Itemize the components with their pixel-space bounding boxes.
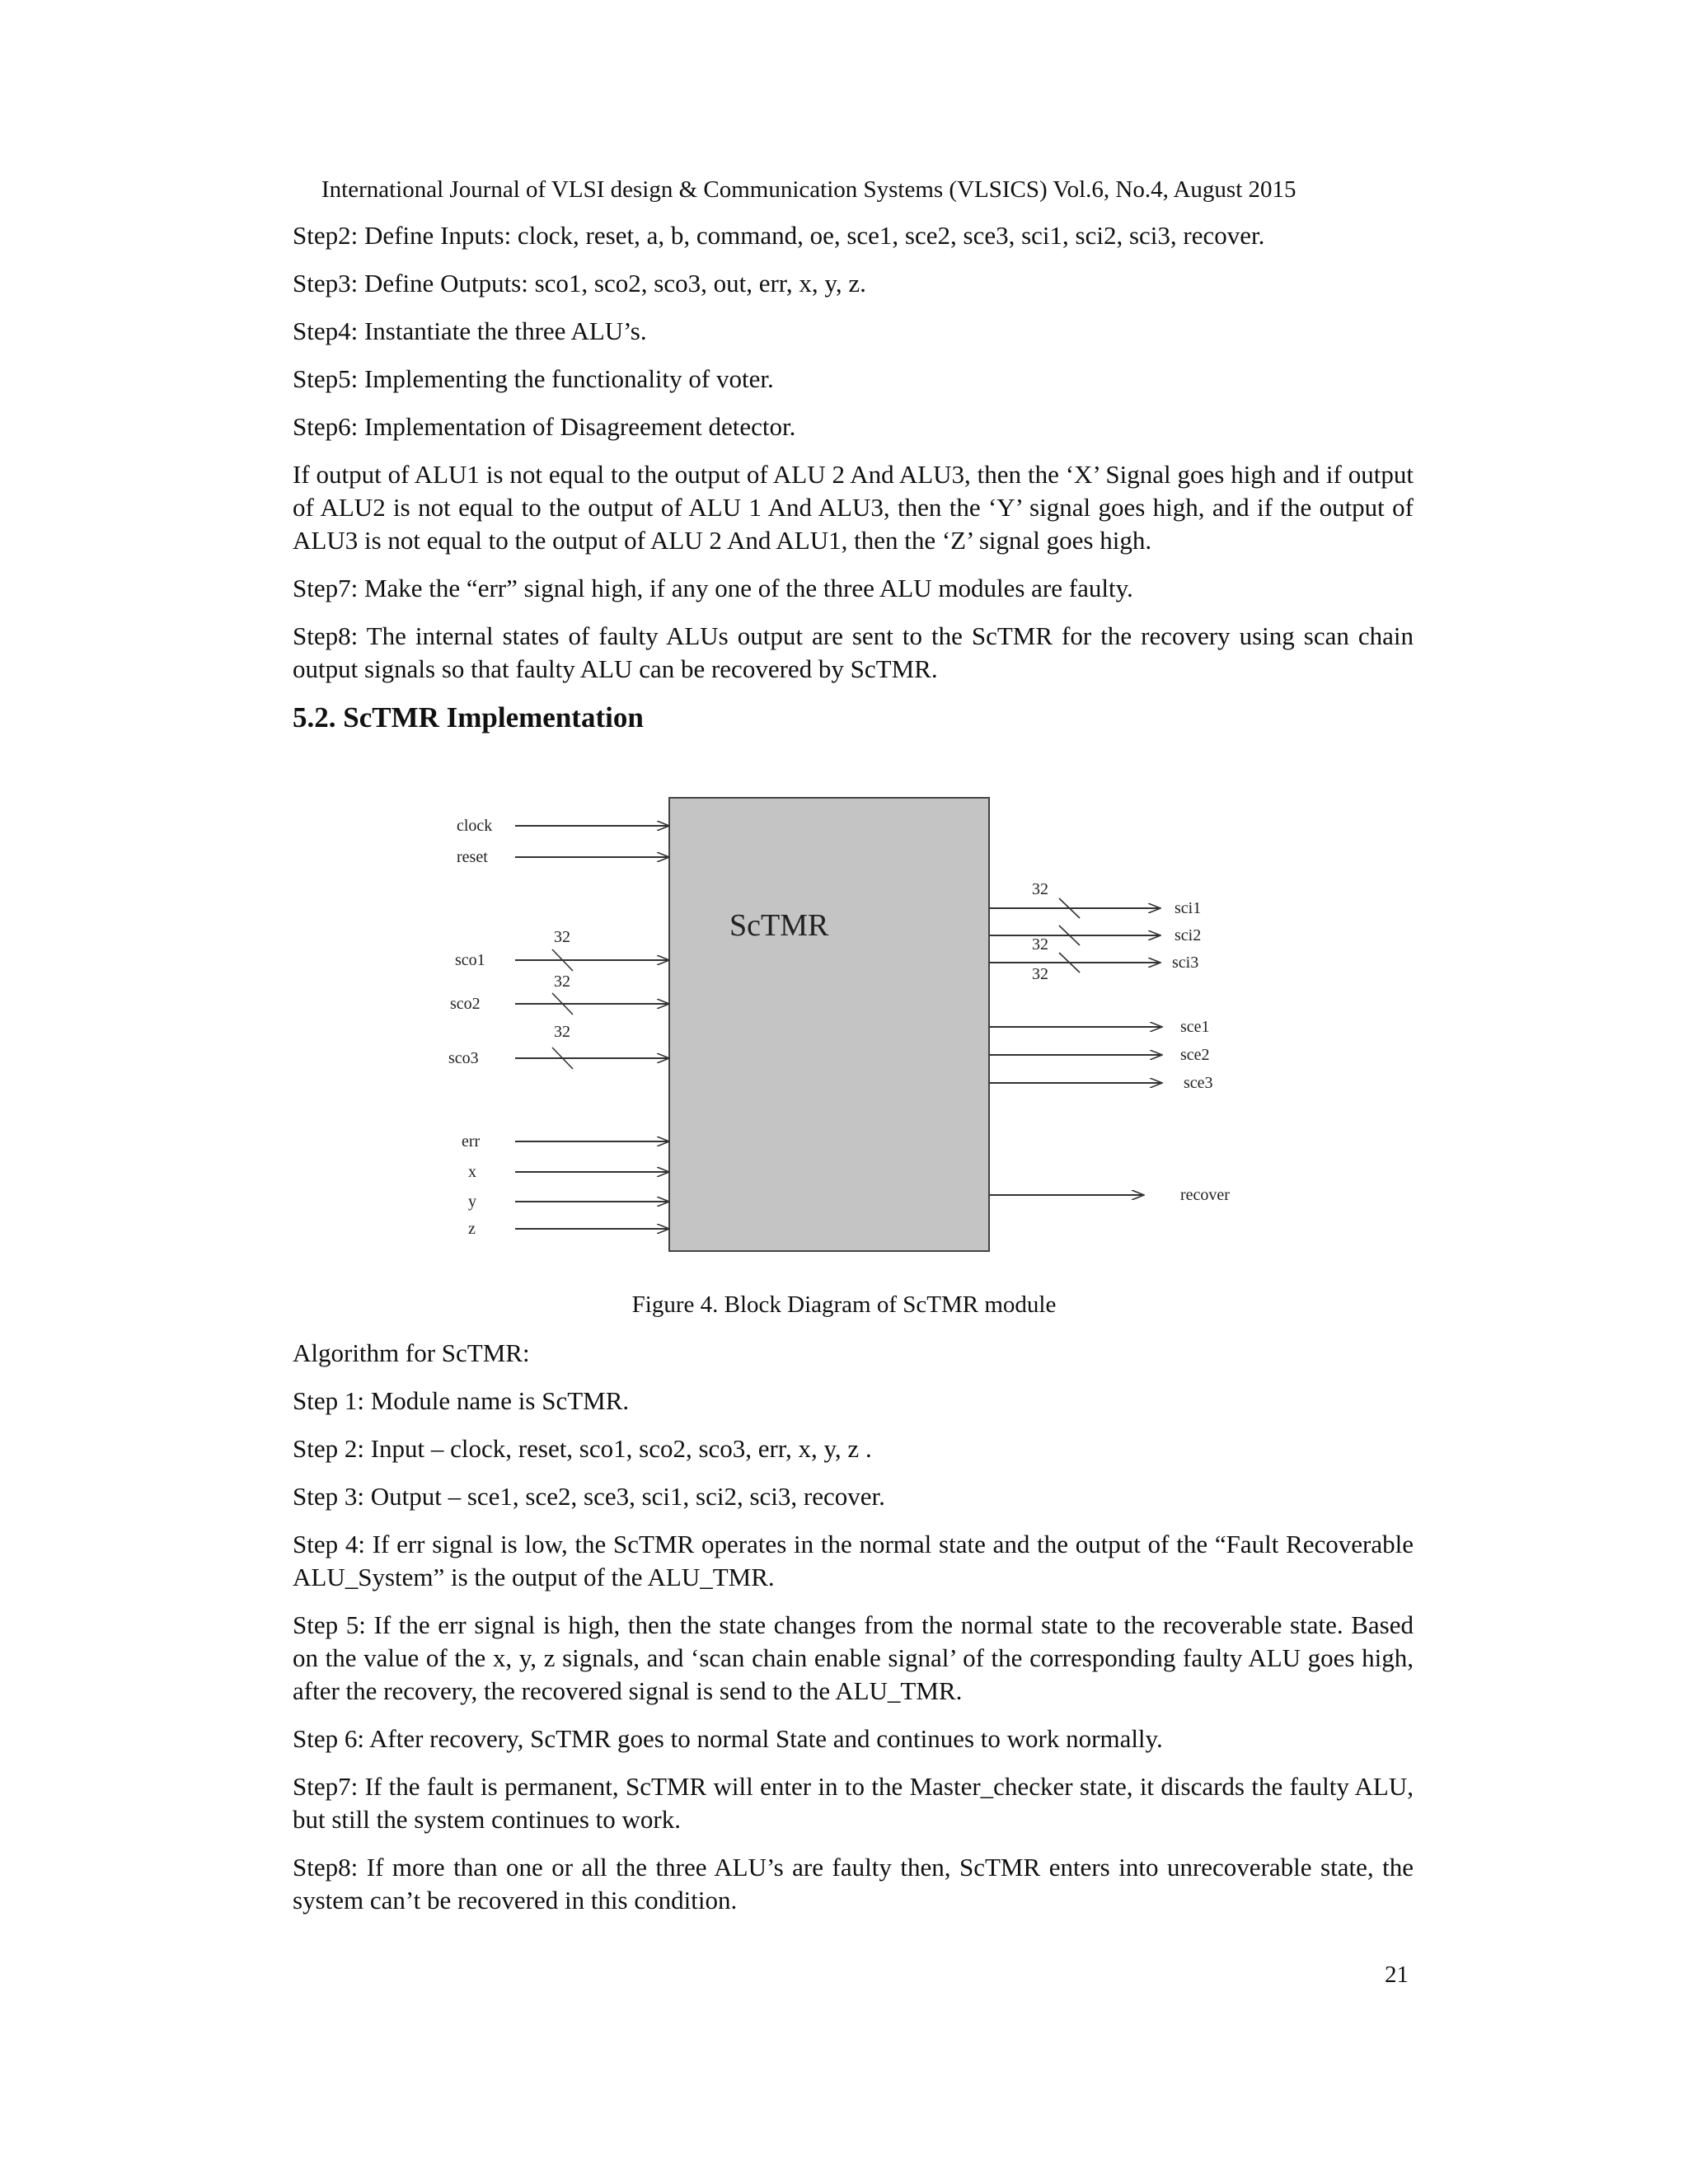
sctmr-block-diagram	[437, 791, 1261, 1257]
algo-step6: Step 6: After recovery, ScTMR goes to normal State and continues to work normally.	[293, 1724, 1163, 1753]
sctmr-block	[669, 798, 989, 1251]
sco3-label: sco3	[448, 1049, 479, 1067]
err-label: err	[462, 1132, 481, 1151]
sci2-bus-width: 32	[1032, 935, 1048, 954]
diagram-svg	[437, 791, 1261, 1257]
y-label: y	[468, 1193, 476, 1211]
x-label: x	[468, 1163, 476, 1181]
sco3-bus-width: 32	[554, 1023, 570, 1041]
sci3-bus-width: 32	[1032, 965, 1048, 983]
sce2-label: sce2	[1180, 1046, 1210, 1064]
algo-step5: Step 5: If the err signal is high, then the state changes from the normal state to the recoverable state. Based on the value of the x, y, z signals, and ‘scan chain enable signal’ of the corresponding faulty ALU goes high, after the recovery, the recovered signal is send to the ALU_TMR.	[293, 1610, 1414, 1705]
algo-step7: Step7: If the fault is permanent, ScTMR will enter in to the Master_checker state, it discards the faulty ALU, but still the system continues to work.	[293, 1772, 1414, 1834]
sci3-label: sci3	[1172, 954, 1199, 972]
step5-voter: Step5: Implementing the functionality of voter.	[293, 364, 774, 393]
body-algorithm	[293, 1337, 1414, 1932]
step7-err: Step7: Make the “err” signal high, if any one of the three ALU modules are faulty.	[293, 574, 1133, 602]
sce3-label: sce3	[1184, 1074, 1213, 1092]
algo-step2: Step 2: Input – clock, reset, sco1, sco2, sco3, err, x, y, z .	[293, 1434, 872, 1463]
step4-instantiate: Step4: Instantiate the three ALU’s.	[293, 316, 647, 345]
step3-define-outputs: Step3: Define Outputs: sco1, sco2, sco3, out, err, x, y, z.	[293, 269, 866, 298]
running-header: International Journal of VLSI design & Communication Systems (VLSICS) Vol.6, No.4, August 2015	[321, 176, 1296, 203]
sci2-label: sci2	[1175, 926, 1202, 944]
step2-define-inputs: Step2: Define Inputs: clock, reset, a, b, command, oe, sce1, sce2, sce3, sci1, sci2, sci3, recover.	[293, 221, 1265, 250]
algo-step3: Step 3: Output – sce1, sce2, sce3, sci1, sci2, sci3, recover.	[293, 1482, 885, 1511]
step8-internal-states: Step8: The internal states of faulty ALUs output are sent to the ScTMR for the recovery using scan chain output signals so that faulty ALU can be recovered by ScTMR.	[293, 621, 1414, 683]
clock-label: clock	[457, 817, 493, 835]
figure-caption: Figure 4. Block Diagram of ScTMR module	[631, 1291, 1057, 1318]
section-title: 5.2. ScTMR Implementation	[293, 701, 644, 733]
sci1-label: sci1	[1175, 899, 1202, 917]
page-number: 21	[1385, 1961, 1409, 1988]
z-label: z	[468, 1220, 476, 1238]
algorithm-title: Algorithm for ScTMR:	[293, 1338, 530, 1367]
sce1-label: sce1	[1180, 1018, 1210, 1036]
algo-step8: Step8: If more than one or all the three ALU’s are faulty then, ScTMR enters into unrecoverable state, the system can’t be recovered in this condition.	[293, 1853, 1414, 1915]
sco1-label: sco1	[455, 951, 485, 969]
step6-detector: Step6: Implementation of Disagreement detector.	[293, 412, 796, 441]
sco2-label: sco2	[450, 995, 481, 1013]
recover-label: recover	[1180, 1186, 1230, 1204]
sco1-bus-width: 32	[554, 928, 570, 946]
sco2-bus-width: 32	[554, 972, 570, 991]
disagreement-paragraph: If output of ALU1 is not equal to the output of ALU 2 And ALU3, then the ‘X’ Signal goes high and if output of ALU2 is not equal to the output of ALU 1 And ALU3, then the ‘Y’ signal goes high, and if the output of ALU3 is not equal to the output of ALU 2 And ALU1, then the ‘Z’ signal goes high.	[293, 460, 1414, 555]
algo-step4: Step 4: If err signal is low, the ScTMR operates in the normal state and the output of the “Fault Recoverable ALU_System” is the output of the ALU_TMR.	[293, 1530, 1414, 1591]
block-label: ScTMR	[729, 908, 829, 943]
algo-step1: Step 1: Module name is ScTMR.	[293, 1386, 630, 1415]
sci1-bus-width: 32	[1032, 880, 1048, 898]
reset-label: reset	[457, 848, 488, 866]
body-top	[293, 219, 1414, 753]
